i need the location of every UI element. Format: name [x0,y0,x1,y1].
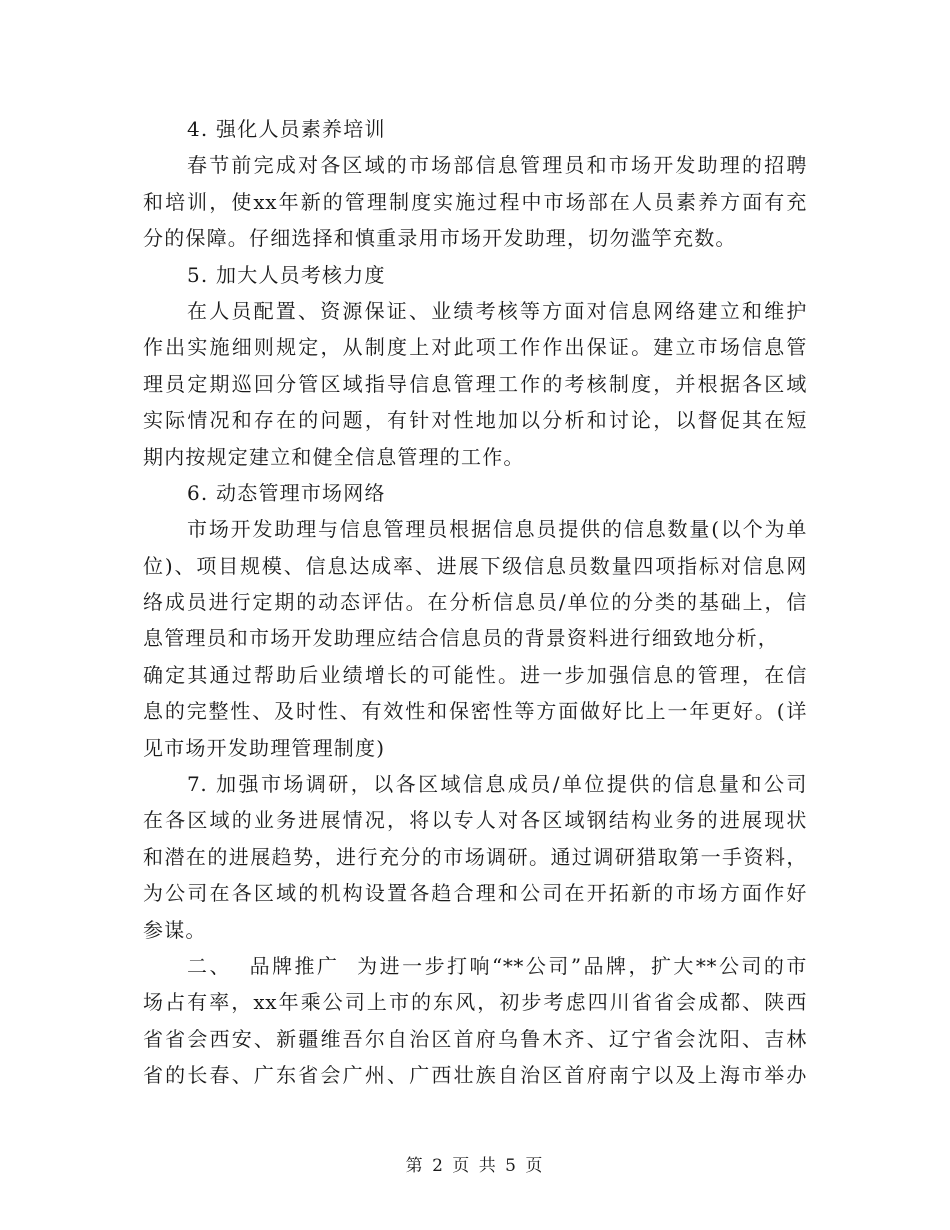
paragraph-line: 实际情况和存在的问题，有针对性地加以分析和讨论，以督促其在短 [143,408,807,433]
brand-promotion-paragraph: 二、 品牌推广 为进一步打响“**公司”品牌，扩大**公司的市 [187,953,807,978]
section-heading-4: 4. 强化人员素养培训 [187,117,386,141]
paragraph-line: 位)、项目规模、信息达成率、进展下级信息员数量四项指标对信息网 [143,553,807,578]
paragraph-line: 参谋。 [143,917,207,942]
paragraph-line: 期内按规定建立和健全信息管理的工作。 [143,444,525,469]
paragraph-line: 场占有率，xx年乘公司上市的东风，初步考虑四川省省会成都、陕西 [143,990,807,1015]
paragraph-line: 在各区域的业务进展情况，将以专人对各区域钢结构业务的进展现状 [143,808,807,833]
paragraph-line: 和培训，使xx年新的管理制度实施过程中市场部在人员素养方面有充 [143,189,807,214]
paragraph-line: 确定其通过帮助后业绩增长的可能性。进一步加强信息的管理，在信 [143,662,807,687]
paragraph-line: 络成员进行定期的动态评估。在分析信息员/单位的分类的基础上，信 [143,590,807,615]
document-body [143,111,807,1094]
section-paragraph-7: 7. 加强市场调研，以各区域信息成员/单位提供的信息量和公司 [187,772,807,797]
page-number-footer: 第 2 页 共 5 页 [405,1156,545,1176]
paragraph-line: 市场开发助理与信息管理员根据信息员提供的信息数量(以个为单 [187,517,807,542]
section-heading-5: 5. 加大人员考核力度 [187,262,386,287]
paragraph-line: 省的长春、广东省会广州、广西壮族自治区首府南宁以及上海市举办 [143,1063,807,1088]
paragraph-line: 理员定期巡回分管区域指导信息管理工作的考核制度，并根据各区域 [143,371,807,396]
paragraph-line: 作出实施细则规定，从制度上对此项工作作出保证。建立市场信息管 [143,335,807,360]
section-heading-6: 6. 动态管理市场网络 [187,480,386,505]
paragraph-line: 息管理员和市场开发助理应结合信息员的背景资料进行细致地分析， [143,626,779,651]
paragraph-line: 春节前完成对各区域的市场部信息管理员和市场开发助理的招聘 [187,153,807,178]
paragraph-line: 和潜在的进展趋势，进行充分的市场调研。通过调研猎取第一手资料， [143,844,807,869]
paragraph-line: 分的保障。仔细选择和慎重录用市场开发助理，切勿滥竽充数。 [143,226,737,251]
paragraph-line: 省省会西安、新疆维吾尔自治区首府乌鲁木齐、辽宁省会沈阳、吉林 [143,1026,807,1051]
paragraph-line: 在人员配置、资源保证、业绩考核等方面对信息网络建立和维护 [187,298,807,323]
paragraph-line: 见市场开发助理管理制度) [143,735,386,760]
paragraph-line: 为公司在各区域的机构设置各趋合理和公司在开拓新的市场方面作好 [143,881,807,906]
paragraph-line: 息的完整性、及时性、有效性和保密性等方面做好比上一年更好。(详 [143,699,807,724]
